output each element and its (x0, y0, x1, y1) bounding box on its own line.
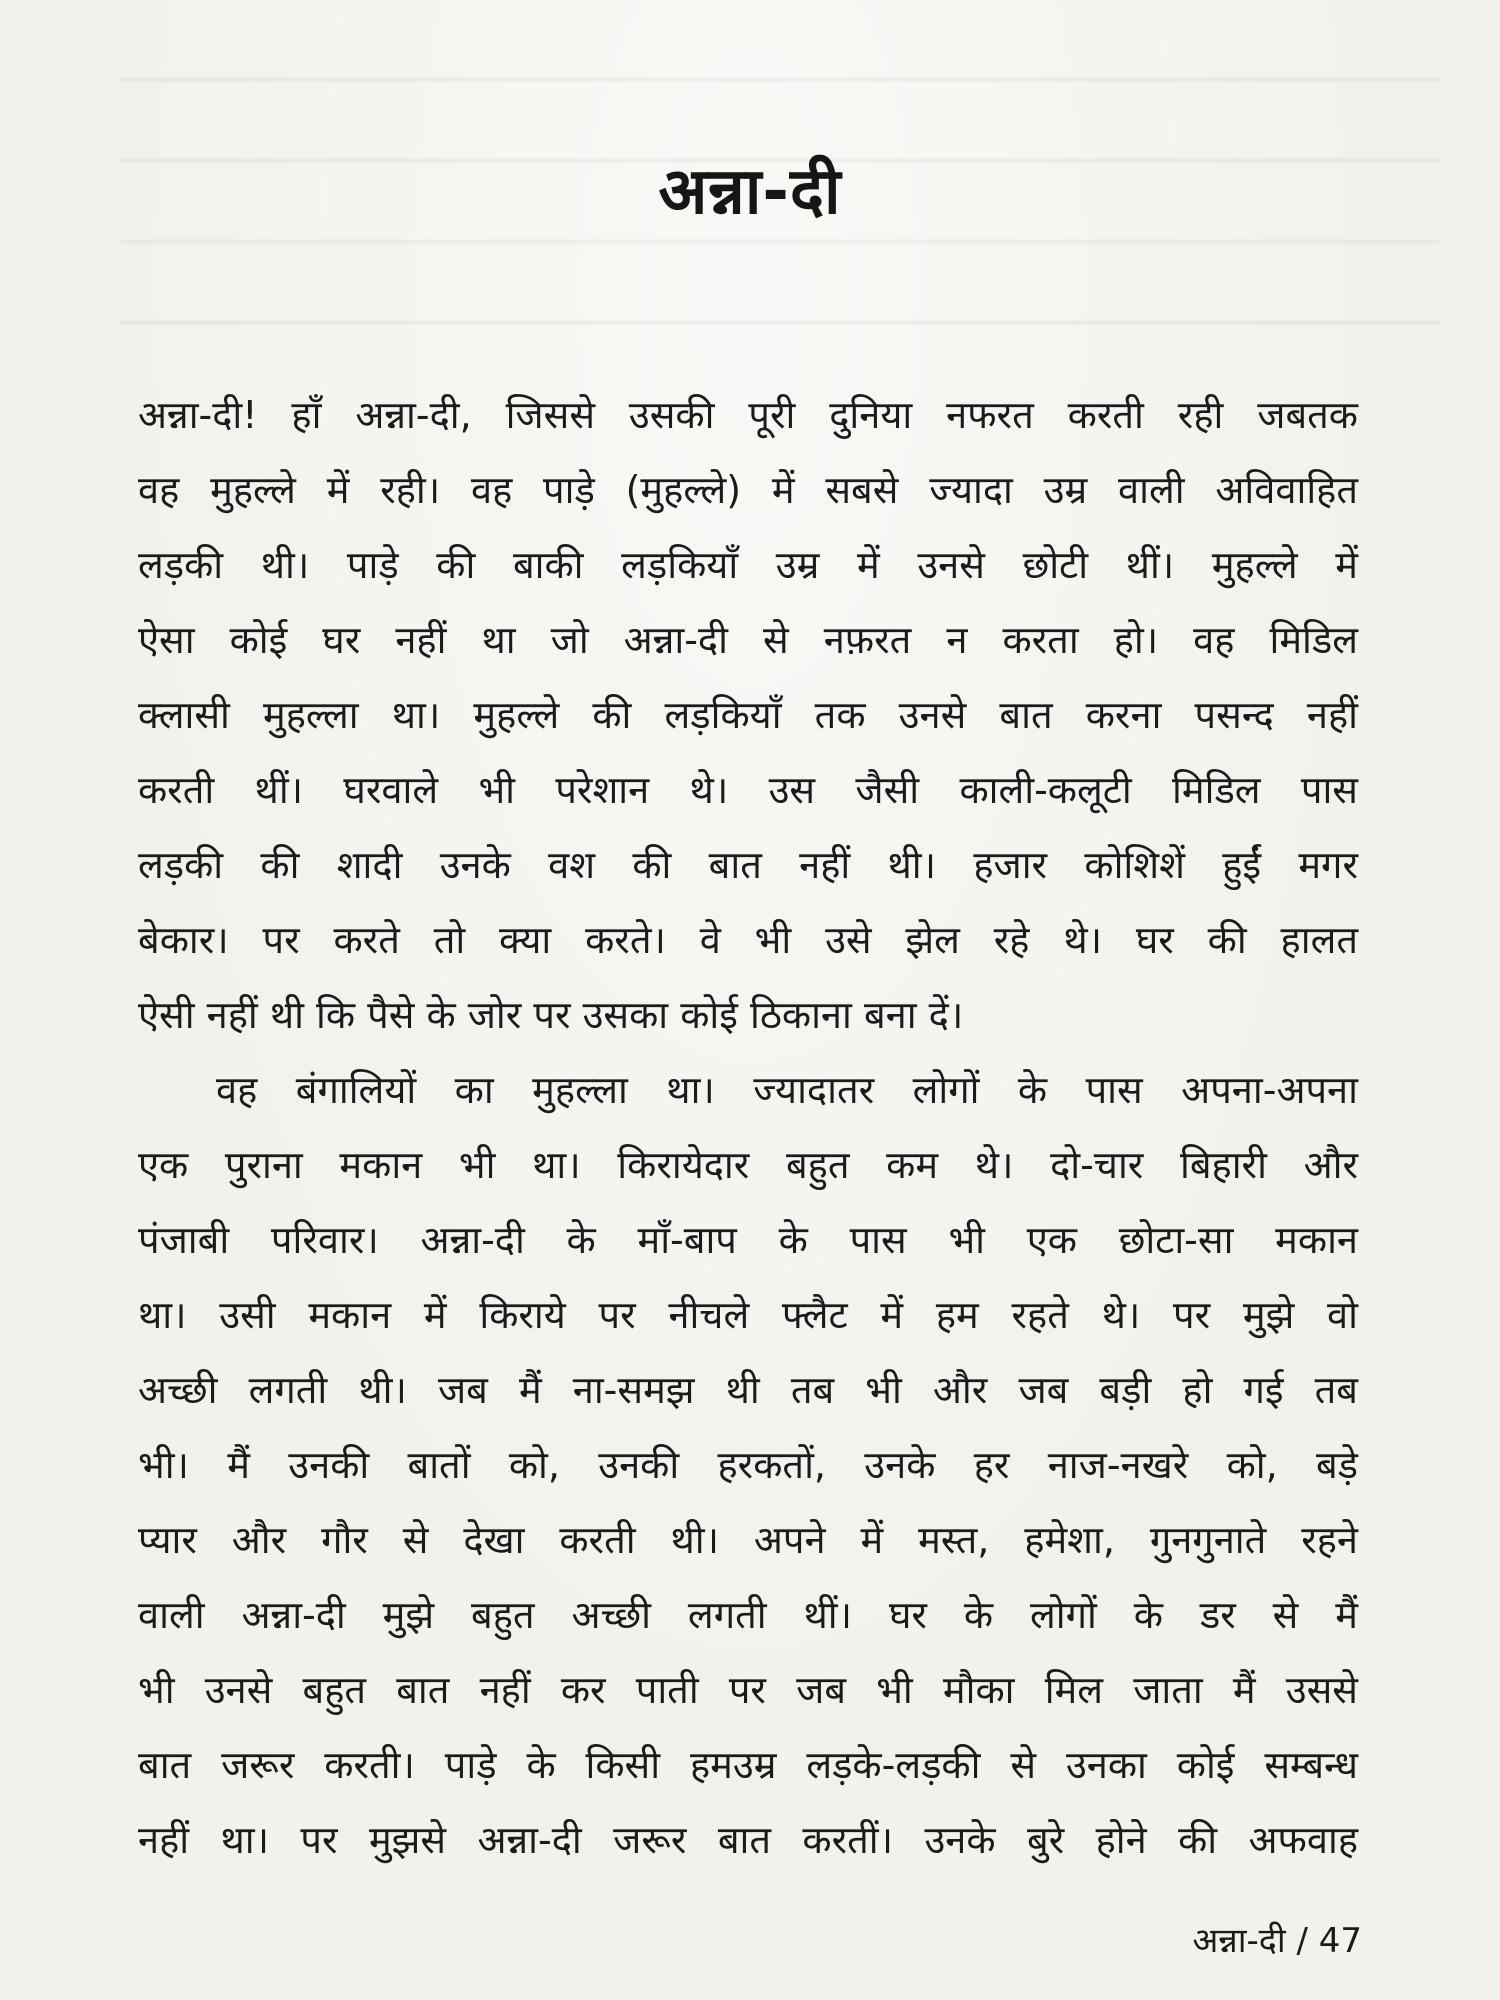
text-line: भी। मैं उनकी बातों को, उनकी हरकतों, उनके हर नाज-नखरे को, बड़े (138, 1443, 1358, 1487)
text-line: करती थीं। घरवाले भी परेशान थे। उस जैसी काली-कलूटी मिडिल पास (138, 768, 1358, 812)
text-line: पंजाबी परिवार। अन्ना-दी के माँ-बाप के पास भी एक छोटा-सा मकान (138, 1218, 1358, 1262)
chapter-title: अन्ना-दी (658, 155, 842, 229)
text-line: था। उसी मकान में किराये पर नीचले फ्लैट में हम रहते थे। पर मुझे वो (138, 1293, 1358, 1337)
text-line: अच्छी लगती थी। जब मैं ना-समझ थी तब भी और जब बड़ी हो गई तब (138, 1368, 1358, 1412)
text-line: बात जरूर करती। पाड़े के किसी हमउम्र लड़के-लड़की से उनका कोई सम्बन्ध (138, 1743, 1358, 1787)
text-line: प्यार और गौर से देखा करती थी। अपने में मस्त, हमेशा, गुनगुनाते रहने (138, 1518, 1358, 1562)
body-text (138, 378, 1358, 1878)
text-line: क्लासी मुहल्ला था। मुहल्ले की लड़कियाँ तक उनसे बात करना पसन्द नहीं (138, 693, 1358, 737)
text-line: नहीं था। पर मुझसे अन्ना-दी जरूर बात करतीं। उनके बुरे होने की अफवाह (138, 1818, 1358, 1862)
text-line: वाली अन्ना-दी मुझे बहुत अच्छी लगती थीं। घर के लोगों के डर से मैं (138, 1593, 1358, 1637)
text-line: ऐसी नहीं थी कि पैसे के जोर पर उसका कोई ठिकाना बना दें। (138, 993, 964, 1037)
page-footer: अन्ना-दी / 47 (1192, 1921, 1362, 1961)
text-line: ऐसा कोई घर नहीं था जो अन्ना-दी से नफ़रत न करता हो। वह मिडिल (138, 618, 1358, 662)
text-line: लड़की की शादी उनके वश की बात नहीं थी। हजार कोशिशें हुईं मगर (138, 843, 1358, 887)
text-line: एक पुराना मकान भी था। किरायेदार बहुत कम थे। दो-चार बिहारी और (138, 1143, 1358, 1187)
text-line: वह मुहल्ले में रही। वह पाड़े (मुहल्ले) में सबसे ज्यादा उम्र वाली अविवाहित (138, 468, 1358, 512)
text-line: भी उनसे बहुत बात नहीं कर पाती पर जब भी मौका मिल जाता मैं उससे (138, 1668, 1358, 1712)
text-line: लड़की थी। पाड़े की बाकी लड़कियाँ उम्र में उनसे छोटी थीं। मुहल्ले में (138, 543, 1358, 587)
paragraph-1 (138, 378, 1358, 1053)
text-line: वह बंगालियों का मुहल्ला था। ज्यादातर लोगों के पास अपना-अपना (216, 1068, 1358, 1112)
text-line: अन्ना-दी! हाँ अन्ना-दी, जिससे उसकी पूरी दुनिया नफरत करती रही जबतक (138, 393, 1358, 437)
paragraph-2 (138, 1053, 1358, 1878)
text-line: बेकार। पर करते तो क्या करते। वे भी उसे झेल रहे थे। घर की हालत (138, 918, 1358, 962)
